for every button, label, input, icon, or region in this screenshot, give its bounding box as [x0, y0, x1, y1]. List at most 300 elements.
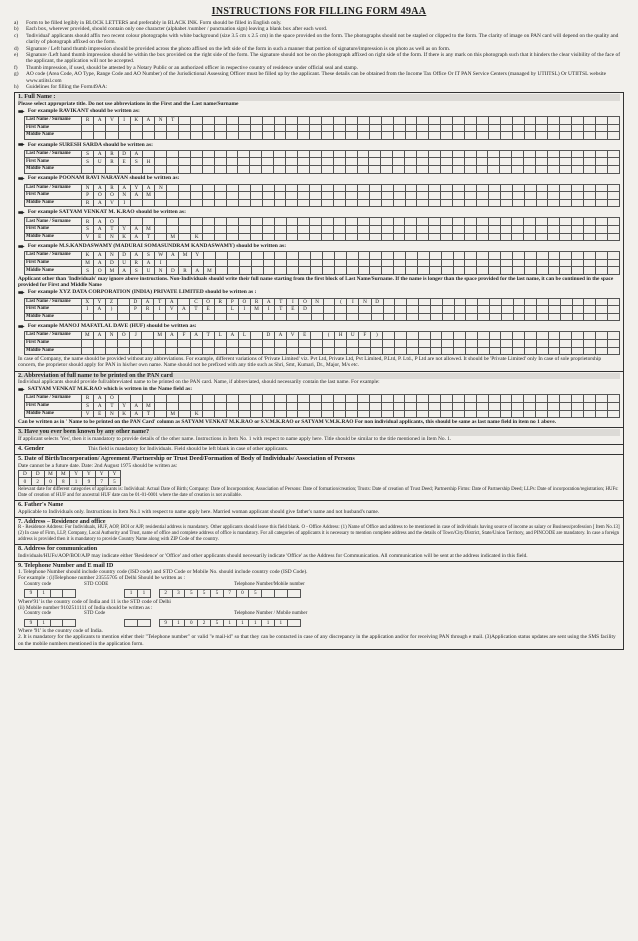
grid-cell	[262, 166, 274, 174]
grid-cell	[607, 184, 619, 192]
grid-cell	[310, 117, 322, 125]
grid-cell	[130, 339, 142, 347]
section-heading: 1. Full Name :	[18, 94, 620, 100]
xyz-example	[18, 289, 620, 322]
grid-cell	[560, 117, 572, 125]
grid-cell	[584, 132, 596, 140]
grid-cell	[607, 218, 619, 226]
grid-cell	[322, 233, 334, 241]
grid-cell	[93, 313, 105, 321]
instruction-key: h)	[14, 84, 19, 91]
grid-cell	[286, 233, 298, 241]
grid-cell: V	[287, 332, 299, 340]
grid-cell	[596, 117, 608, 125]
grid-cell	[203, 395, 215, 403]
example-text: For example POONAM RAVI NARAYAN should be written as:	[27, 175, 180, 182]
relevant-date-text: Relevant date for different categories of applicants is: Individual: Actual Date of Birth; Company: Date of Incorporation; Association of Persons: Date of formation/creation; Trusts: Date of creation of Trust Deed; Partnership Firms: Date of Partnership Deed; LLPs: Date of incorporation/registration; HUFs: Date of creation of HUF and for ancestral HUF date can be 01-01-0001 where the date of creation is not available.	[18, 487, 619, 498]
grid-cell	[178, 166, 190, 174]
grid-cell	[524, 166, 536, 174]
grid-cell	[203, 259, 215, 267]
grid-cell	[464, 395, 476, 403]
grid-cell	[167, 150, 179, 158]
grid-cell	[381, 199, 393, 207]
grid-cell	[203, 132, 215, 140]
grid-cell	[287, 313, 299, 321]
grid-cell	[560, 298, 572, 306]
grid-cell	[537, 298, 549, 306]
grid-cell	[524, 124, 536, 132]
instruction-key: a)	[14, 20, 19, 26]
grid-cell	[512, 132, 524, 140]
phone-cell: 3	[172, 590, 185, 598]
grid-cell: A	[263, 298, 275, 306]
grid-cell	[203, 199, 215, 207]
grid-cell	[239, 259, 251, 267]
grid-cell	[298, 117, 310, 125]
grid-cell	[548, 233, 560, 241]
grid-cell	[345, 150, 357, 158]
grid-cell	[500, 132, 512, 140]
grid-cell: N	[359, 298, 371, 306]
grid-row-label: Middle Name	[25, 410, 82, 418]
grid-cell	[429, 218, 441, 226]
grid-cell	[275, 259, 287, 267]
grid-cell: R	[141, 306, 153, 314]
telephone-line-1: 1. Telephone Number should include country code (ISD code) and STD Code or Mobile No. should include country code (ISD Code).	[18, 569, 308, 576]
grid-cell	[560, 339, 572, 347]
grid-cell	[560, 259, 572, 267]
grid-cell	[501, 267, 513, 275]
grid-cell	[166, 347, 178, 355]
grid-cell: E	[118, 158, 130, 166]
address-text: R - Residence Address: For Individuals, HUF, AOP, BOI or AJP, residential address is mandatory. Other applicants should leave this field blank. O - Office Address: (1) Name of Office and address to be mentioned in case of individuals having source of income as salary or Business/profession [ Item No.13] (2) In case of Firm, LLP, Company, Local Authority and Trust, name of office and complete address of office is mandatory. For all categories of applicants it is necessary to mention complete address and the details of Town/City/District, State/Union Territory, and PINCODE are mandatory. In case a foreign address is provided then it is mandatory to provide Country Name along with ZIP Code of the country.	[18, 525, 620, 542]
grid-cell	[347, 339, 359, 347]
grid-cell	[512, 402, 524, 410]
grid-cell	[465, 192, 477, 200]
grid-cell	[118, 124, 130, 132]
grid-cell	[334, 233, 346, 241]
company-note: In case of Company, the name should be provided without any abbreviations. For example, different variations of 'Private Limited' viz. Pvt Ltd, Private Ltd, Pvt Limited, P.Ltd, P. Ltd., P Ltd are not allowed. It should be 'Private Limited' only In case of sole proprietorship concern, the proprietor should apply for PAN in his/her own name. Name should not be prefixed with any title such as Shri, Smt, Kumari, Dr., Major, M/s etc.	[18, 356, 602, 369]
grid-cell: (	[335, 298, 347, 306]
grid-cell	[203, 192, 215, 200]
grid-cell	[536, 347, 548, 355]
grid-cell	[311, 306, 323, 314]
grid-cell	[382, 267, 394, 275]
grid-cell	[560, 184, 572, 192]
grid-cell: U	[118, 259, 130, 267]
grid-row-label: Middle Name	[25, 267, 82, 275]
grid-cell	[106, 347, 118, 355]
grid-cell	[536, 252, 548, 260]
grid-cell: Y	[130, 184, 142, 192]
grid-cell	[82, 132, 94, 140]
grid-cell	[167, 124, 179, 132]
grid-cell	[334, 267, 346, 275]
grid-cell	[359, 339, 371, 347]
grid-cell: A	[94, 252, 106, 260]
phone-cell	[287, 590, 300, 598]
grid-cell	[595, 158, 607, 166]
phone-cell: 1	[236, 619, 249, 627]
grid-cell	[202, 339, 214, 347]
grid-cell: A	[130, 226, 142, 234]
grid-cell: N	[154, 117, 166, 125]
grid-row	[25, 402, 620, 410]
grid-cell	[608, 306, 620, 314]
grid-cell: A	[130, 233, 142, 241]
grid-cell	[512, 226, 524, 234]
grid-cell	[500, 158, 512, 166]
grid-cell	[357, 132, 369, 140]
section-heading: 2. Abbreviation of full name to be printed on the PAN card	[18, 373, 620, 379]
grid-cell	[227, 267, 239, 275]
grid-cell	[347, 306, 359, 314]
date-cell: 8	[57, 478, 70, 486]
grid-cell	[488, 158, 500, 166]
grid-cell	[274, 226, 286, 234]
grid-cell: R	[82, 199, 94, 207]
grid-cell	[476, 150, 488, 158]
name-examples	[18, 107, 620, 275]
grid-cell	[488, 402, 500, 410]
grid-cell	[440, 166, 452, 174]
instruction-text: 'Individual' applicants should affix two recent colour photographs with white background (size 3.5 cm x 2.5 cm) in the space provided on the form. The photographs should not be stapled or clipped to the form. The clarity of image on PAN card will depend on the quality and clarity of photograph affixed on the form.	[26, 32, 619, 46]
phone-grid	[159, 589, 301, 598]
name-grid	[24, 298, 620, 322]
grid-cell	[548, 192, 560, 200]
grid-cell	[118, 339, 130, 347]
grid-cell	[262, 150, 274, 158]
grid-cell	[274, 402, 286, 410]
date-grid	[18, 470, 121, 486]
grid-cell	[559, 158, 571, 166]
grid-cell	[429, 395, 441, 403]
grid-cell	[571, 166, 583, 174]
grid-cell	[452, 150, 464, 158]
example-text: For example RAVIKANT should be written as:	[27, 107, 140, 114]
grid-cell: E	[287, 306, 299, 314]
grid-cell	[322, 184, 334, 192]
grid-cell	[476, 402, 488, 410]
grid-cell	[501, 306, 513, 314]
grid-cell	[298, 226, 310, 234]
grid-cell	[287, 339, 299, 347]
grid-cell	[583, 233, 595, 241]
grid-cell	[512, 166, 524, 174]
grid-cell	[369, 395, 381, 403]
example-text: For example M.S.KANDASWAMY (MADURAI SOMASUNDRAM KANDASWAMY) should be written as:	[27, 243, 287, 250]
grid-cell	[524, 117, 536, 125]
grid-cell	[596, 298, 608, 306]
phone-cell: 0	[185, 619, 198, 627]
grid-cell	[226, 124, 238, 132]
grid-cell	[488, 218, 500, 226]
grid-cell	[370, 252, 382, 260]
grid-cell	[178, 339, 190, 347]
grid-cell	[286, 395, 298, 403]
example-text: For example XYZ DATA CORPORATION (INDIA) PRIVATE LIMITED should be written as :	[27, 289, 257, 296]
grid-cell	[548, 267, 560, 275]
grid-cell	[453, 395, 465, 403]
grid-cell: S	[130, 267, 142, 275]
grid-cell	[226, 158, 238, 166]
grid-cell	[142, 347, 154, 355]
grid-cell: I	[263, 306, 275, 314]
grid-cell	[167, 226, 179, 234]
grid-cell	[500, 226, 512, 234]
grid-cell	[512, 218, 524, 226]
grid-cell: D	[118, 150, 130, 158]
grid-cell	[179, 124, 191, 132]
grid-cell	[191, 184, 203, 192]
grid-cell	[441, 218, 453, 226]
grid-cell	[393, 117, 405, 125]
example-line	[18, 175, 620, 183]
instruction-key: e)	[14, 52, 19, 59]
grid-cell	[322, 226, 334, 234]
grid-cell: L	[226, 306, 238, 314]
grid-cell	[501, 332, 513, 340]
grid-cell	[321, 158, 333, 166]
grid-cell: A	[178, 306, 190, 314]
grid-cell: V	[82, 410, 94, 418]
telephone-example-1	[24, 588, 620, 599]
grid-cell	[560, 313, 572, 321]
grid-cell	[382, 252, 394, 260]
grid-cell	[465, 117, 477, 125]
grid-row-label: Middle Name	[25, 347, 82, 355]
grid-cell	[500, 218, 512, 226]
grid-cell: Y	[118, 402, 130, 410]
grid-cell	[441, 252, 453, 260]
grid-cell	[333, 166, 345, 174]
grid-cell	[442, 298, 454, 306]
grid-cell	[382, 259, 394, 267]
grid-cell: O	[94, 267, 106, 275]
phone-cell: 5	[210, 590, 223, 598]
grid-cell	[238, 395, 250, 403]
date-cell: Y	[95, 470, 108, 478]
grid-cell	[357, 199, 369, 207]
grid-cell	[383, 313, 395, 321]
grid-cell: I	[81, 306, 93, 314]
grid-cell	[572, 117, 584, 125]
grid-cell	[130, 218, 142, 226]
grid-cell	[287, 259, 299, 267]
grid-cell	[405, 150, 417, 158]
grid-cell	[608, 313, 620, 321]
grid-cell	[607, 192, 619, 200]
grid-cell	[179, 395, 191, 403]
grid-cell	[381, 124, 393, 132]
grid-cell	[93, 347, 105, 355]
grid-cell	[571, 218, 583, 226]
section-heading: 3. Have you ever been known by any other name?	[18, 429, 620, 435]
grid-cell	[476, 192, 488, 200]
grid-cell: I	[118, 199, 130, 207]
grid-cell	[560, 402, 572, 410]
grid-cell	[191, 124, 203, 132]
grid-cell	[524, 150, 536, 158]
grid-cell	[262, 347, 274, 355]
grid-cell	[429, 252, 441, 260]
grid-cell	[430, 298, 442, 306]
phone-cell	[137, 619, 150, 627]
grid-cell	[560, 347, 572, 355]
grid-cell	[476, 218, 488, 226]
grid-row-label: Last Name / Surname	[25, 332, 82, 340]
grid-cell: R	[106, 184, 118, 192]
grid-cell	[406, 347, 418, 355]
grid-cell	[226, 192, 238, 200]
grid-row	[25, 132, 620, 140]
arrow-icon: ➨	[18, 321, 25, 331]
grid-cell: T	[106, 226, 118, 234]
grid-cell	[548, 410, 560, 418]
grid-cell	[322, 218, 334, 226]
grid-cell	[238, 233, 250, 241]
section-heading: 5. Date of Birth/Incorporation/ Agreement /Partnership or Trust Deed/Formation of Body of Individuals/ Association of Persons	[18, 455, 355, 463]
grid-cell	[512, 124, 524, 132]
grid-cell	[250, 117, 262, 125]
grid-cell	[607, 233, 619, 241]
grid-cell	[381, 218, 393, 226]
grid-row	[25, 226, 620, 234]
grid-cell	[536, 117, 548, 125]
grid-row	[25, 410, 620, 418]
instruction-text: AO code (Area Code, AO Type, Range Code and AO Number) of the Jurisdictional Assessing Officer must be filled up by the applicant. These details can be obtained from the Income Tax Office Or IT PAN Service Centers (managed by UTIITSL) Or UTIITSL website www.utiitsl.com	[26, 71, 606, 84]
grid-cell	[419, 313, 431, 321]
grid-row-label: Last Name / Surname	[25, 298, 82, 306]
grid-cell	[202, 158, 214, 166]
grid-cell	[405, 233, 417, 241]
grid-cell	[524, 267, 536, 275]
grid-cell	[191, 402, 203, 410]
grid-cell	[298, 233, 310, 241]
grid-cell	[93, 339, 105, 347]
grid-cell	[406, 267, 418, 275]
grid-cell	[345, 124, 357, 132]
phone-cell: 9	[25, 619, 38, 627]
grid-cell: P	[226, 298, 238, 306]
grid-cell: J	[130, 332, 142, 340]
grid-cell	[371, 313, 383, 321]
grid-cell	[560, 226, 572, 234]
grid-cell	[250, 402, 262, 410]
grid-cell	[536, 166, 548, 174]
grid-cell	[238, 347, 250, 355]
grid-cell	[501, 259, 513, 267]
grid-cell	[571, 150, 583, 158]
grid-cell	[286, 410, 298, 418]
instruction-item	[14, 52, 624, 65]
grid-cell	[548, 150, 560, 158]
grid-cell	[583, 402, 595, 410]
grid-cell	[406, 339, 418, 347]
grid-row	[25, 252, 620, 260]
grid-cell	[345, 132, 357, 140]
grid-row	[25, 199, 620, 207]
section-communication	[15, 544, 623, 561]
grid-cell	[250, 150, 262, 158]
grid-cell	[464, 150, 476, 158]
page-title: INSTRUCTIONS FOR FILLING FORM 49AA	[211, 6, 427, 17]
grid-cell	[215, 132, 227, 140]
grid-cell: T	[275, 298, 287, 306]
grid-cell	[608, 298, 620, 306]
grid-row-label: Middle Name	[25, 233, 82, 241]
grid-cell	[501, 298, 513, 306]
telephone-line-2: For example : (i)Telephone number 23555705 of Delhi Should be written as :	[18, 575, 185, 582]
grid-cell	[299, 313, 311, 321]
grid-cell: A	[94, 226, 106, 234]
grid-cell	[297, 166, 309, 174]
telephone-example-2	[24, 618, 620, 629]
grid-cell	[405, 124, 417, 132]
grid-cell	[584, 306, 596, 314]
grid-cell	[596, 252, 608, 260]
grid-cell	[238, 117, 250, 125]
grid-cell	[417, 184, 429, 192]
grid-cell	[275, 267, 287, 275]
grid-cell	[202, 313, 214, 321]
grid-cell	[429, 132, 441, 140]
section-gender	[15, 444, 623, 454]
grid-cell	[238, 402, 250, 410]
grid-cell	[262, 218, 274, 226]
grid-cell	[167, 192, 179, 200]
grid-cell	[476, 395, 488, 403]
grid-row-label: First Name	[25, 339, 82, 347]
grid-cell	[464, 233, 476, 241]
telephone-line-6: 2. It is mandatory for the applicants to mention either their "Telephone number" or valid "e mail-id" so that they can be contacted in case of any discrepancy in the application and/or for receiving PAN through e mail. (3)Application status updates are sent using the SMS facility on the mobile numbers mentioned in the application form.	[18, 634, 616, 647]
grid-cell	[154, 313, 166, 321]
grid-cell: H	[142, 158, 154, 166]
grid-cell	[250, 313, 262, 321]
grid-cell	[94, 124, 106, 132]
grid-cell: E	[94, 233, 106, 241]
grid-cell	[299, 339, 311, 347]
grid-cell	[286, 226, 298, 234]
grid-cell	[464, 226, 476, 234]
grid-cell	[154, 339, 166, 347]
grid-cell	[105, 313, 117, 321]
phone-cell: 1	[137, 590, 150, 598]
grid-cell	[239, 252, 251, 260]
grid-cell	[548, 259, 560, 267]
grid-cell	[417, 259, 429, 267]
grid-cell	[346, 267, 358, 275]
grid-cell	[441, 233, 453, 241]
grid-cell: K	[118, 233, 130, 241]
grid-cell: R	[130, 259, 142, 267]
example-line	[18, 208, 620, 216]
grid-cell	[441, 124, 453, 132]
grid-cell	[238, 199, 250, 207]
grid-cell	[607, 158, 619, 166]
grid-cell	[369, 218, 381, 226]
abbreviation-text: Individual applicants should provide full/abbreviated name to be printed on the PAN card. Name, if abbreviated, should necessarily contain the last name. For example:	[18, 379, 380, 386]
grid-cell	[286, 218, 298, 226]
grid-cell: M	[142, 226, 154, 234]
grid-cell	[536, 233, 548, 241]
grid-cell: S	[82, 402, 94, 410]
grid-cell	[214, 158, 226, 166]
grid-cell	[583, 226, 595, 234]
phone-cell	[50, 619, 63, 627]
grid-cell	[394, 267, 406, 275]
grid-cell	[442, 347, 454, 355]
